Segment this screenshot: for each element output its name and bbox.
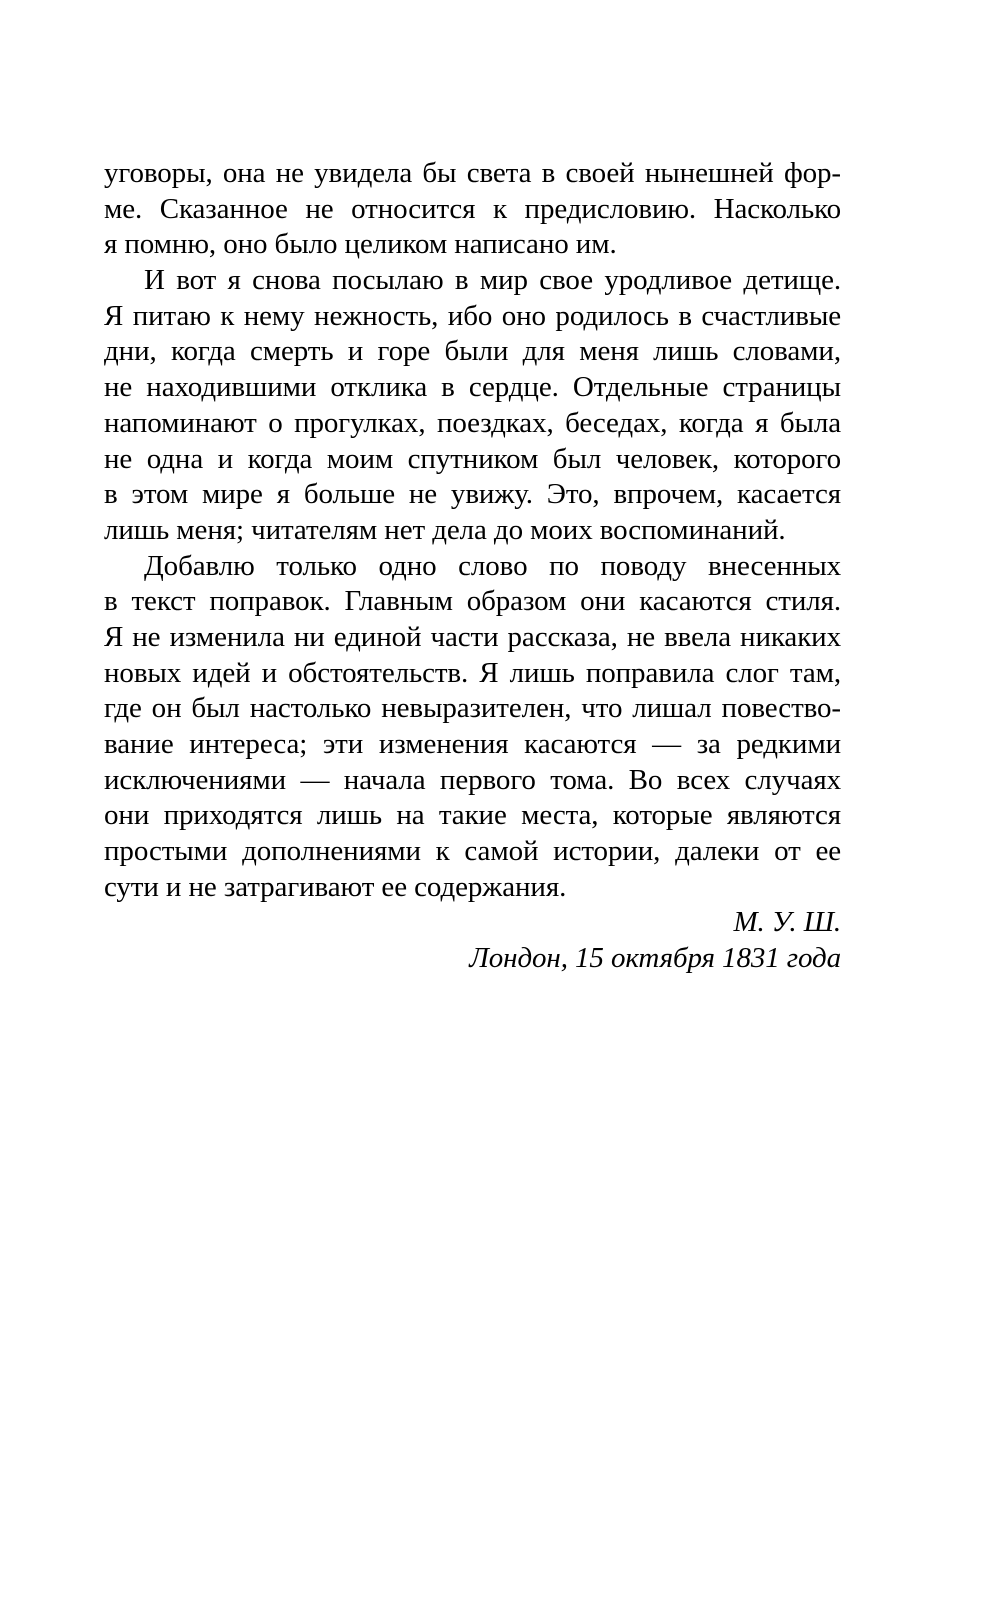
text-line: они приходятся лишь на такие места, которые являются	[104, 799, 841, 832]
text-line: дни, когда смерть и горе были для меня лишь словами,	[104, 335, 841, 368]
text-line: новых идей и обстоятельств. Я лишь поправила слог там,	[104, 656, 841, 689]
text-line: сути и не затрагивают ее содержания.	[104, 870, 567, 903]
text-line: не находившими отклика в сердце. Отдельные страницы	[104, 371, 841, 404]
text-line: я помню, оно было целиком написано им.	[104, 228, 617, 261]
text-line: Я не изменила ни единой части рассказа, не ввела никаких	[104, 620, 841, 653]
text-line: где он был настолько невыразителен, что лишал повество-	[104, 692, 841, 725]
text-line: вание интереса; эти изменения касаются — за редкими	[104, 728, 841, 760]
text-line: Добавлю только одно слово по поводу внесенных	[144, 549, 841, 582]
text-line: исключениями — начала первого тома. Во всех случаях	[104, 763, 841, 796]
text-line: ме. Сказанное не относится к предисловию. Насколько	[104, 192, 841, 225]
text-line: не одна и когда моим спутником был человек, которого	[104, 442, 841, 475]
text-line: И вот я снова посылаю в мир свое уродливое детище.	[144, 264, 841, 297]
text-line: напоминают о прогулках, поездках, беседах, когда я была	[104, 406, 841, 439]
text-line: простыми дополнениями к самой истории, далеки от ее	[104, 835, 841, 868]
text-line: в текст поправок. Главным образом они касаются стиля.	[104, 585, 841, 618]
preface-text-block	[104, 156, 841, 977]
signature-dateline: Лондон, 15 октября 1831 года	[469, 942, 841, 975]
signature-initials: М. У. Ш.	[733, 906, 841, 939]
text-line: уговоры, она не увидела бы света в своей нынешней фор-	[104, 157, 841, 189]
text-line: лишь меня; читателям нет дела до моих воспоминаний.	[104, 513, 786, 546]
text-line: Я питаю к нему нежность, ибо оно родилось в счастливые	[104, 299, 841, 332]
text-line: в этом мире я больше не увижу. Это, впрочем, касается	[104, 478, 841, 511]
